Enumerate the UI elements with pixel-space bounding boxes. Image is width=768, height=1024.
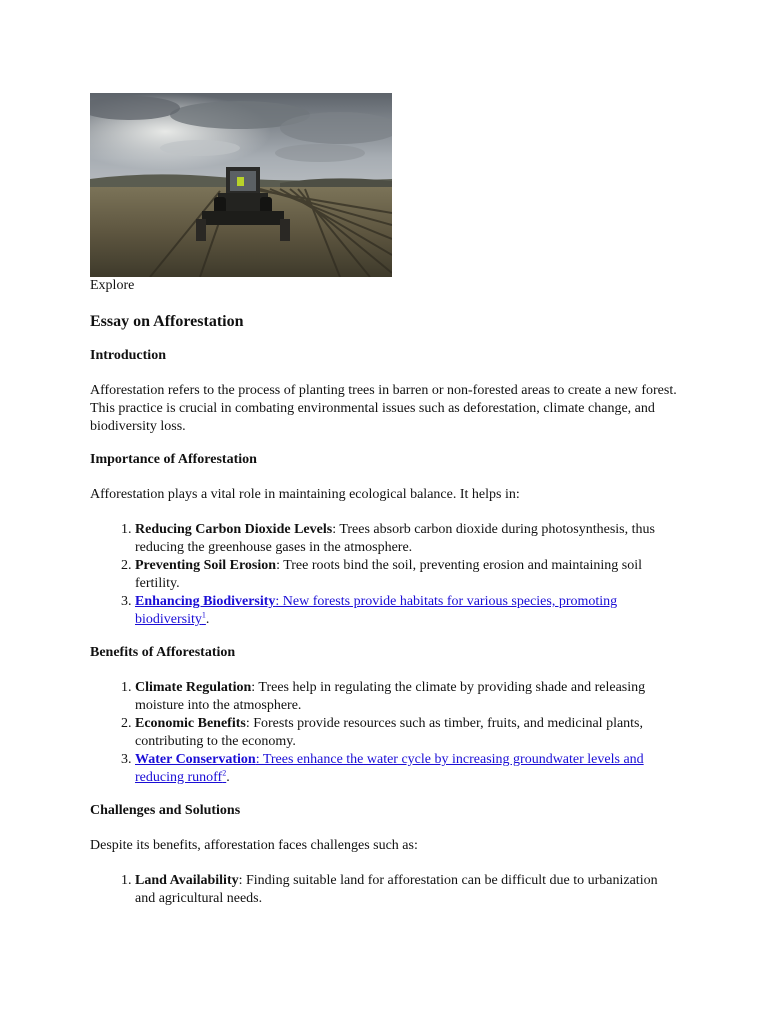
- list-item: [135, 593, 680, 629]
- item-text: : Tree roots bind the soil, preventing erosion and maintaining soil fertility.: [135, 558, 642, 591]
- list-item: [135, 521, 680, 557]
- heading-importance: Importance of Afforestation: [90, 452, 257, 467]
- list-item: [135, 715, 680, 751]
- footnote-marker[interactable]: 1: [201, 610, 206, 620]
- importance-paragraph: Afforestation plays a vital role in maintaining ecological balance. It helps in:: [90, 487, 520, 502]
- item-text: : Trees absorb carbon dioxide during photosynthesis, thus reducing the greenhouse gases in the atmosphere.: [135, 522, 655, 555]
- item-term: Enhancing Biodiversity: [135, 594, 276, 609]
- item-tail: .: [226, 770, 230, 785]
- item-term: Economic Benefits: [135, 716, 246, 731]
- document-page: [90, 93, 680, 908]
- item-term: Reducing Carbon Dioxide Levels: [135, 522, 333, 537]
- introduction-paragraph: Afforestation refers to the process of planting trees in barren or non-forested areas to create a new forest. This practice is crucial in combating environmental issues such as deforestation, climate change, and biodiversity loss.: [90, 383, 677, 434]
- heading-introduction: Introduction: [90, 348, 166, 363]
- item-text: : Trees enhance the water cycle by increasing groundwater levels and reducing runoff: [135, 752, 644, 785]
- item-term: Climate Regulation: [135, 680, 252, 695]
- image-caption[interactable]: Explore: [90, 278, 135, 293]
- item-term: Land Availability: [135, 873, 239, 888]
- heading-challenges: Challenges and Solutions: [90, 803, 241, 818]
- item-text: : New forests provide habitats for various species, promoting biodiversity: [135, 594, 618, 627]
- water-conservation-link[interactable]: [135, 752, 644, 785]
- importance-list: [90, 521, 680, 629]
- list-item: [135, 751, 680, 787]
- challenges-list: [90, 872, 680, 908]
- item-text: : Forests provide resources such as timber, fruits, and medicinal plants, contributing to the economy.: [135, 716, 644, 749]
- essay-title: Essay on Afforestation: [90, 313, 244, 330]
- list-item: [135, 679, 680, 715]
- footnote-marker[interactable]: 2: [222, 768, 227, 778]
- item-text: : Trees help in regulating the climate by providing shade and releasing moisture into the atmosphere.: [135, 680, 646, 713]
- item-tail: .: [205, 612, 210, 627]
- item-text: : Finding suitable land for afforestation can be difficult due to urbanization and agricultural needs.: [135, 873, 658, 906]
- heading-benefits: Benefits of Afforestation: [90, 645, 236, 660]
- item-term: Water Conservation: [135, 752, 256, 767]
- tractor-field-photo: [90, 93, 392, 277]
- item-term: Preventing Soil Erosion: [135, 558, 277, 573]
- challenges-paragraph: Despite its benefits, afforestation faces challenges such as:: [90, 838, 418, 853]
- list-item: [135, 872, 680, 908]
- benefits-list: [90, 679, 680, 787]
- list-item: [135, 557, 680, 593]
